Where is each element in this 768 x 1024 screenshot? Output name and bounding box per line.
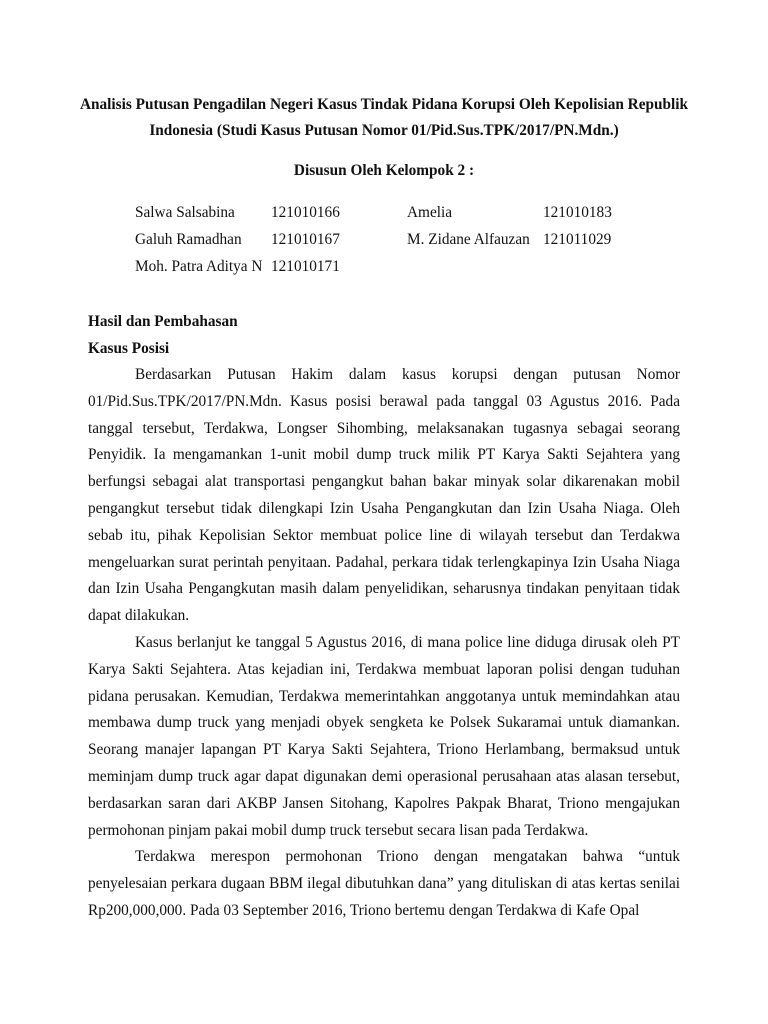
- document-body: [88, 362, 680, 925]
- author-id: 121010166: [271, 204, 340, 221]
- paragraph: Terdakwa merespon permohonan Triono dengan mengatakan bahwa “untuk penyelesaian perkara dugaan BBM ilegal dibutuhkan dana” yang dituliskan di atas kertas senilai Rp200,000,000. Pada 03 September 2016, Triono bertemu dengan Terdakwa di Kafe Opal: [88, 848, 680, 919]
- author-id: 121011029: [543, 231, 612, 248]
- subsection-heading: Kasus Posisi: [88, 340, 170, 357]
- author-list: [0, 202, 768, 282]
- document-subtitle: Disusun Oleh Kelompok 2 :: [293, 162, 475, 179]
- paragraph: Kasus berlanjut ke tanggal 5 Agustus 2016, di mana police line diduga dirusak oleh PT Karya Sakti Sejahtera. Atas kejadian ini, Terdakwa membuat laporan polisi dengan tuduhan pidana perusakan. Kemudian, Terdakwa memerintahkan anggotanya untuk memindahkan atau membawa dump truck yang menjadi obyek sengketa ke Polsek Sukaramai untuk diamankan. Seorang manajer lapangan PT Karya Sakti Sejahtera, Triono Herlambang, bermaksud untuk meminjam dump truck agar dapat digunakan demi operasional perusahaan atas alasan tersebut, berdasarkan saran dari AKBP Jansen Sitohang, Kapolres Pakpak Bharat, Triono mengajukan permohonan pinjam pakai mobil dump truck tersebut secara lisan pada Terdakwa.: [88, 633, 680, 839]
- author-name: Salwa Salsabina: [135, 204, 235, 221]
- document-title: Analisis Putusan Pengadilan Negeri Kasus Tindak Pidana Korupsi Oleh Kepolisian Republik Indonesia (Studi Kasus Putusan Nomor 01/Pid.Sus.TPK/2017/PN.Mdn.): [79, 96, 689, 139]
- paragraph: Berdasarkan Putusan Hakim dalam kasus korupsi dengan putusan Nomor 01/Pid.Sus.TPK/2017/PN.Mdn. Kasus posisi berawal pada tanggal 03 Agustus 2016. Pada tanggal tersebut, Terdakwa, Longser Sihombing, melaksanakan tugasnya sebagai seorang Penyidik. Ia mengamankan 1-unit mobil dump truck milik PT Karya Sakti Sejahtera yang berfungsi sebagai alat transportasi pengangkut bahan bakar minyak solar dikarenakan mobil pengangkut tersebut tidak dilengkapi Izin Usaha Pengangkutan dan Izin Usaha Niaga. Oleh sebab itu, pihak Kepolisian Sektor membuat police line di wilayah tersebut dan Terdakwa mengeluarkan surat perintah penyitaan. Padahal, perkara tidak terlengkapinya Izin Usaha Niaga dan Izin Usaha Pengangkutan masih dalam penyelidikan, seharusnya tindakan penyitaan tidak dapat dilakukan.: [88, 366, 680, 625]
- author-id: 121010183: [543, 204, 612, 221]
- author-name: Moh. Patra Aditya N: [135, 258, 263, 275]
- author-id: 121010171: [271, 258, 340, 275]
- author-name: Galuh Ramadhan: [135, 231, 242, 248]
- section-heading: Hasil dan Pembahasan: [88, 313, 238, 330]
- author-id: 121010167: [271, 231, 340, 248]
- author-name: Amelia: [407, 204, 453, 221]
- author-name: M. Zidane Alfauzan: [407, 231, 530, 248]
